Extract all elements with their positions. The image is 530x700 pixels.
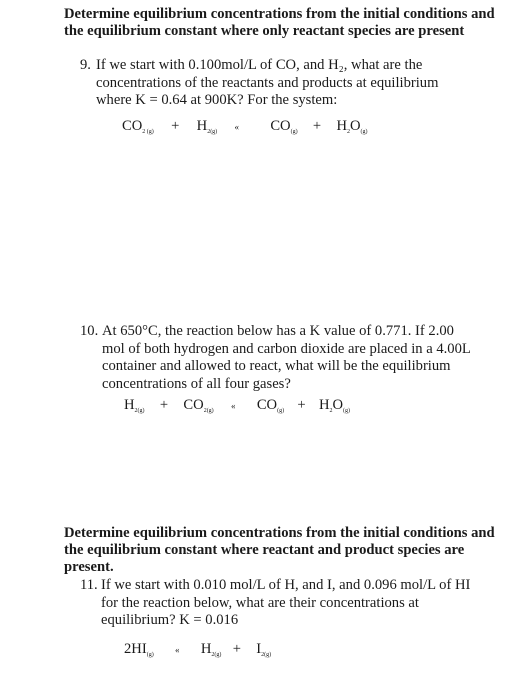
eq11-plus-1: + bbox=[232, 641, 241, 657]
section-heading-reactants-only: Determine equilibrium concentrations from the initial conditions and the equilibrium constant where only reactant species are present bbox=[64, 6, 495, 39]
question-10-number: 10. bbox=[80, 323, 99, 339]
question-10-equation bbox=[124, 396, 350, 415]
question-10-text: At 650°C, the reaction below has a K value of 0.771. If 2.00 mol of both hydrogen and carbon dioxide are placed in a 4.00L container and allowed to react, what will be the equilibrium concentrations of all four gases? bbox=[102, 323, 471, 392]
question-11-equation bbox=[124, 640, 271, 659]
eq10-plus-1: + bbox=[159, 397, 169, 413]
eq10-plus-2: + bbox=[297, 397, 306, 413]
question-11-text: If we start with 0.010 mol/L of H, and I, and 0.096 mol/L of HI for the reaction below, what are their concentrations at equilibrium? K = 0.016 bbox=[101, 577, 471, 628]
question-9-equation bbox=[122, 117, 368, 136]
eq9-product-2: $H_2O_{(g)}$ bbox=[336, 118, 368, 135]
eq9-product-1: $CO_{(g)}$ bbox=[270, 118, 298, 135]
eq10-product-1: $CO_{(g)}$ bbox=[256, 397, 285, 414]
eq11-product-2: $I_{2(g)}$ bbox=[256, 641, 272, 658]
eq11-reactant-1: $2HI_{(g)}$ bbox=[124, 641, 154, 658]
eq9-reactant-1: $CO_{2 (g)}$ bbox=[122, 118, 154, 135]
eq11-equilibrium-arrow: « bbox=[175, 645, 180, 655]
eq9-plus-1: + bbox=[171, 118, 180, 134]
eq10-reactant-2: $CO_{2(g)}$ bbox=[183, 397, 214, 414]
eq10-product-2: $H_2O_{(g)}$ bbox=[318, 397, 351, 414]
eq9-plus-2: + bbox=[312, 118, 322, 134]
eq9-equilibrium-arrow: « bbox=[234, 122, 239, 132]
eq11-product-1: $H_{2(g)}$ bbox=[200, 641, 222, 658]
eq10-equilibrium-arrow: « bbox=[231, 401, 236, 411]
eq10-reactant-1: $H_{2(g)}$ bbox=[124, 397, 145, 414]
eq9-reactant-2: $H_{2(g)}$ bbox=[196, 118, 218, 135]
section-heading-reactants-and-products: Determine equilibrium concentrations from the initial conditions and the equilibrium constant where reactant and product species are present. bbox=[64, 525, 495, 575]
question-11-number: 11. bbox=[80, 577, 98, 593]
question-9-number: 9. bbox=[80, 57, 91, 73]
question-9-text: If we start with 0.100mol/L of CO, and H₂, what are the concentrations of the reactants and products at equilibrium where K = 0.64 at 900K? For the system: bbox=[96, 57, 439, 108]
